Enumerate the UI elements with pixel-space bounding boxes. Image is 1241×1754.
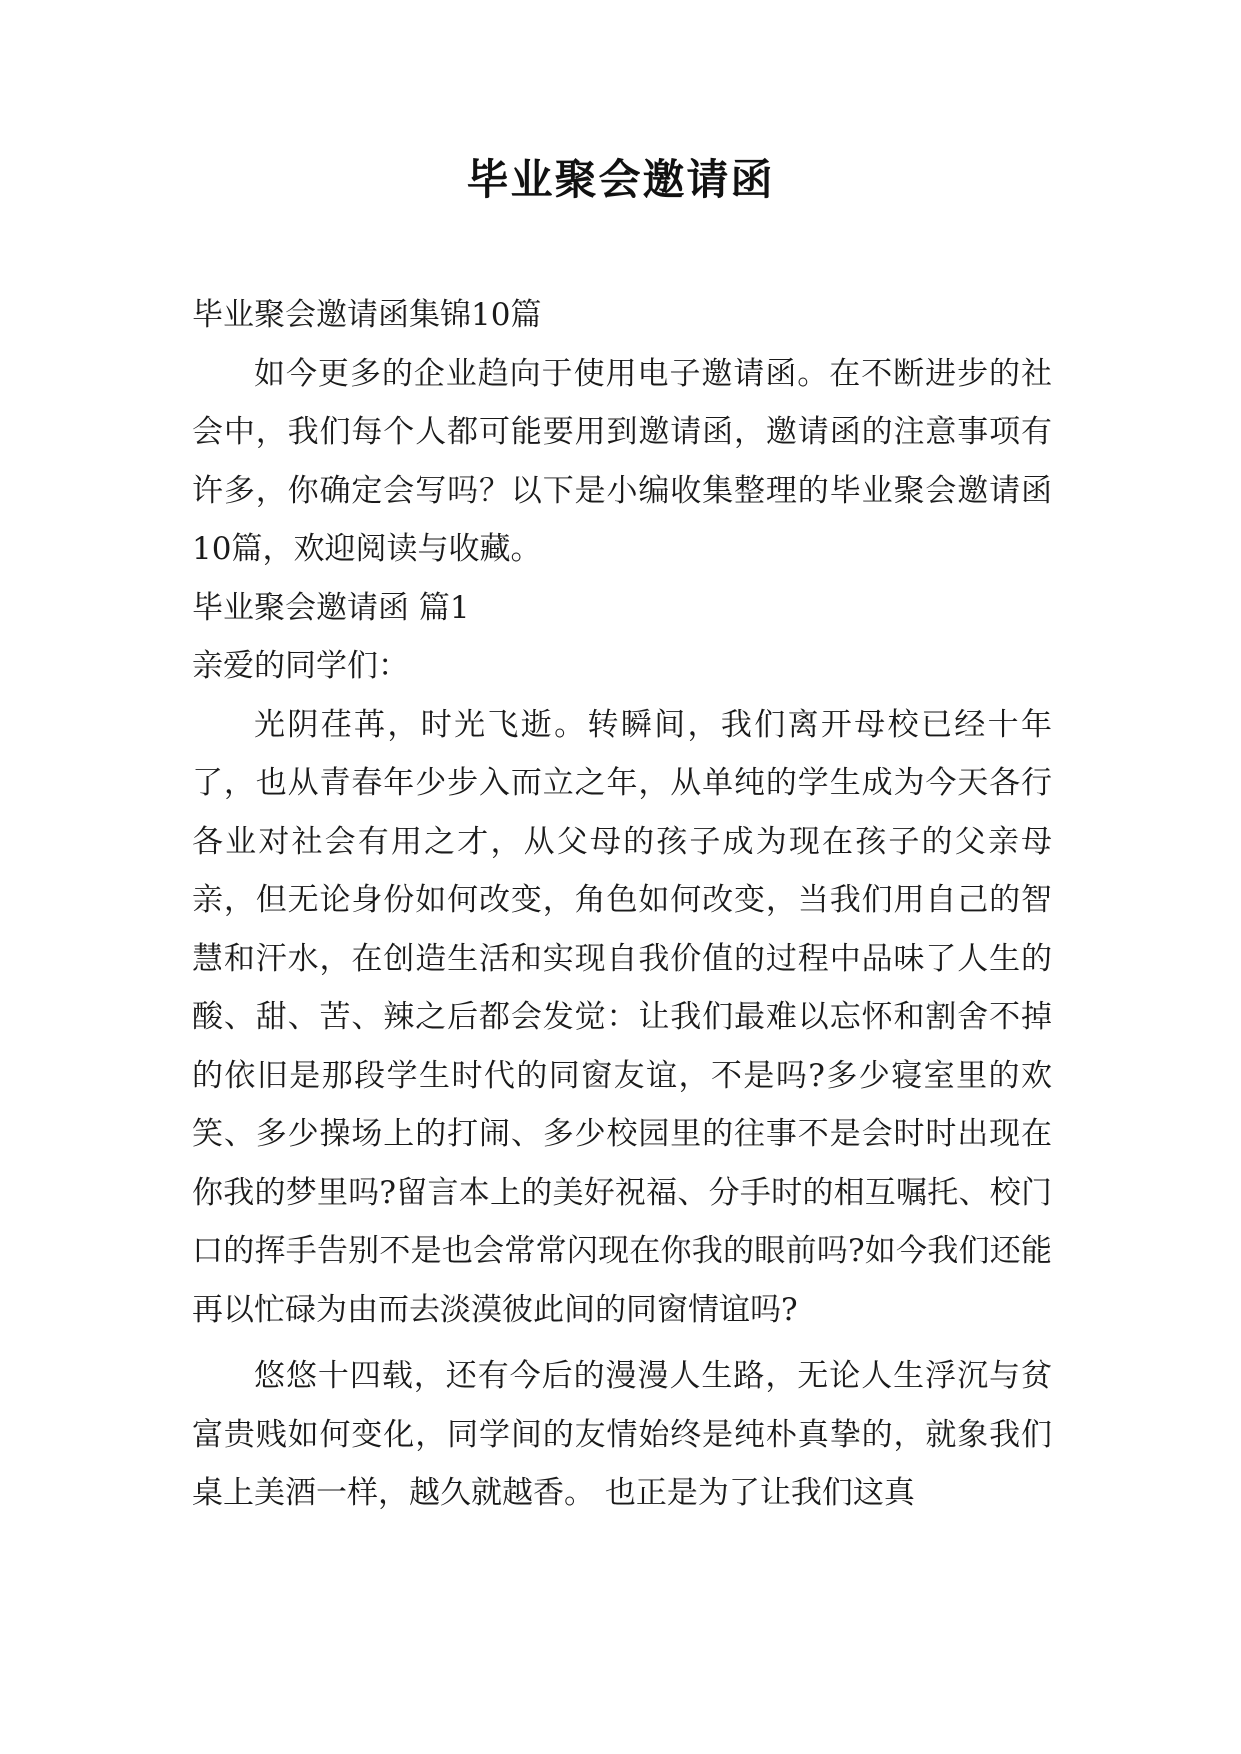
document-body — [192, 286, 1052, 1523]
body-paragraph-2: 悠悠十四载，还有今后的漫漫人生路，无论人生浮沉与贫富贵贱如何变化，同学间的友情始终是纯朴真挚的，就象我们桌上美酒一样，越久就越香。 也正是为了让我们这真 — [192, 1358, 1052, 1511]
intro-paragraph: 如今更多的企业趋向于使用电子邀请函。在不断进步的社会中，我们每个人都可能要用到邀请函，邀请函的注意事项有许多，你确定会写吗？以下是小编收集整理的毕业聚会邀请函10篇，欢迎阅读与收藏。 — [192, 355, 1052, 567]
body-paragraph-1: 光阴荏苒，时光飞逝。转瞬间，我们离开母校已经十年了，也从青春年少步入而立之年，从单纯的学生成为今天各行各业对社会有用之才，从父母的孩子成为现在孩子的父亲母亲，但无论身份如何改变，角色如何改变，当我们用自己的智慧和汗水，在创造生活和实现自我价值的过程中品味了人生的酸、甜、苦、辣之后都会发觉：让我们最难以忘怀和割舍不掉的依旧是那段学生时代的同窗友谊，不是吗?多少寝室里的欢笑、多少操场上的打闹、多少校园里的往事不是会时时出现在你我的梦里吗?留言本上的美好祝福、分手时的相互嘱托、校门口的挥手告别不是也会常常闪现在你我的眼前吗?如今我们还能再以忙碌为由而去淡漠彼此间的同窗情谊吗? — [192, 706, 1052, 1328]
section-heading: 毕业聚会邀请函 篇1 — [192, 589, 470, 626]
document-title: 毕业聚会邀请函 — [466, 155, 775, 204]
document-subtitle: 毕业聚会邀请函集锦10篇 — [192, 297, 542, 333]
salutation: 亲爱的同学们： — [192, 648, 409, 684]
